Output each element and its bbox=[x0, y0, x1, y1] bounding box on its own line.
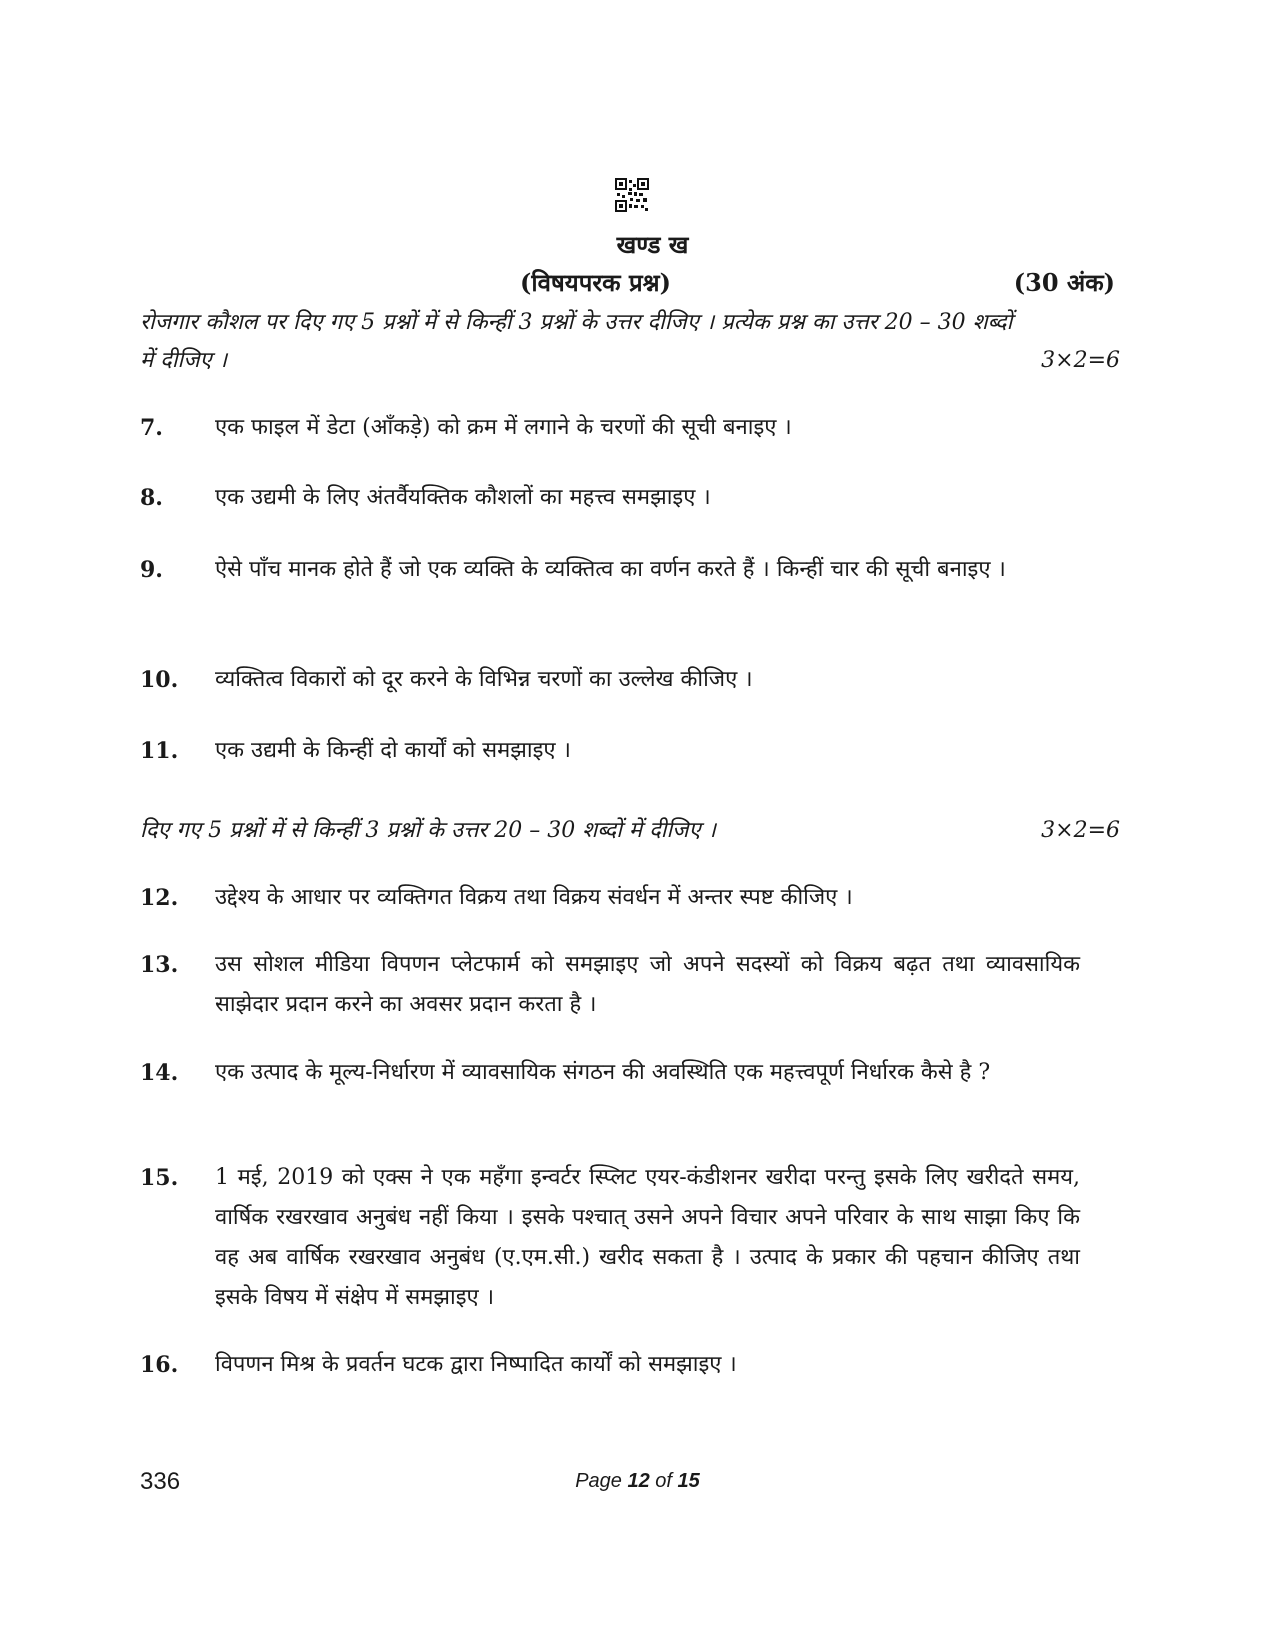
question-text: उस सोशल मीडिया विपणन प्लेटफार्म को समझाइए जो अपने सदस्यों को विक्रय बढ़त तथा व्यावसायिक साझेदार प्रदान करने का अवसर प्रदान करता है । bbox=[215, 952, 1080, 1017]
page-number bbox=[0, 1470, 1275, 1493]
instruction-block-2 bbox=[140, 812, 1120, 850]
question-number: 11. bbox=[140, 738, 179, 764]
question-8 bbox=[140, 478, 1080, 518]
page-prefix: Page bbox=[575, 1470, 628, 1492]
question-text: एक उद्यमी के लिए अंतर्वैयक्तिक कौशलों का महत्त्व समझाइए । bbox=[215, 485, 711, 510]
page-current: 12 bbox=[627, 1470, 650, 1492]
question-number: 12. bbox=[140, 885, 179, 911]
question-number: 10. bbox=[140, 667, 179, 693]
paper-code: 336 bbox=[140, 1468, 181, 1495]
question-number: 8. bbox=[140, 485, 163, 511]
instruction-block-1 bbox=[140, 304, 1120, 380]
question-16 bbox=[140, 1345, 1080, 1385]
question-10 bbox=[140, 660, 1080, 700]
question-text: ऐसे पाँच मानक होते हैं जो एक व्यक्ति के व्यक्तित्व का वर्णन करते हैं । किन्हीं चार की सूची बनाइए । bbox=[215, 557, 1006, 582]
question-number: 15. bbox=[140, 1165, 179, 1191]
section-subtitle: (विषयपरक प्रश्न) bbox=[520, 268, 671, 297]
question-text: व्यक्तित्व विकारों को दूर करने के विभिन्न चरणों का उल्लेख कीजिए । bbox=[215, 667, 753, 692]
instruction-marks: 3×2=6 bbox=[1041, 818, 1120, 843]
section-marks: (30 अंक) bbox=[1013, 268, 1115, 297]
question-14 bbox=[140, 1053, 1080, 1093]
question-number: 13. bbox=[140, 952, 179, 978]
question-text: एक उद्यमी के किन्हीं दो कार्यों को समझाइए । bbox=[215, 738, 571, 763]
question-number: 14. bbox=[140, 1060, 179, 1086]
question-text: विपणन मिश्र के प्रवर्तन घटक द्वारा निष्पादित कार्यों को समझाइए । bbox=[215, 1352, 737, 1377]
question-15 bbox=[140, 1158, 1080, 1318]
question-9 bbox=[140, 550, 1080, 590]
instruction-text: दिए गए 5 प्रश्नों में से किन्हीं 3 प्रश्नों के उत्तर 20 – 30 शब्दों में दीजिए । bbox=[140, 818, 716, 843]
question-text: एक उत्पाद के मूल्य-निर्धारण में व्यावसायिक संगठन की अवस्थिति एक महत्त्वपूर्ण निर्धारक कैसे है ? bbox=[215, 1060, 991, 1085]
question-12 bbox=[140, 878, 1080, 918]
question-text: 1 मई, 2019 को एक्स ने एक महँगा इन्वर्टर स्प्लिट एयर-कंडीशनर खरीदा परन्तु इसके लिए खरीदते समय, वार्षिक रखरखाव अनुबंध नहीं किया । इसके पश्चात् उसने अपने विचार अपने परिवार के साथ साझा किए कि वह अब वार्षिक रखरखाव अनुबंध (ए.एम.सी.) खरीद सकता है । उत्पाद के प्रकार की पहचान कीजिए तथा इसके विषय में संक्षेप में समझाइए । bbox=[215, 1165, 1080, 1310]
qr-code-icon bbox=[615, 178, 649, 212]
question-text: उद्देश्य के आधार पर व्यक्तिगत विक्रय तथा विक्रय संवर्धन में अन्तर स्पष्ट कीजिए । bbox=[215, 885, 853, 910]
page-total: 15 bbox=[677, 1470, 700, 1492]
question-7 bbox=[140, 408, 1080, 448]
section-title: खण्ड ख bbox=[616, 230, 689, 259]
question-number: 9. bbox=[140, 557, 163, 583]
instruction-marks: 3×2=6 bbox=[1041, 348, 1120, 373]
page-of: of bbox=[649, 1470, 678, 1492]
question-text: एक फाइल में डेटा (आँकड़े) को क्रम में लगाने के चरणों की सूची बनाइए । bbox=[215, 415, 792, 440]
question-13 bbox=[140, 945, 1080, 1025]
question-number: 7. bbox=[140, 415, 163, 441]
instruction-text: रोजगार कौशल पर दिए गए 5 प्रश्नों में से किन्हीं 3 प्रश्नों के उत्तर दीजिए । प्रत्येक प्रश्न का उत्तर 20 – 30 शब्दों में दीजिए । bbox=[140, 310, 1013, 373]
question-number: 16. bbox=[140, 1352, 179, 1378]
question-11 bbox=[140, 731, 1080, 771]
